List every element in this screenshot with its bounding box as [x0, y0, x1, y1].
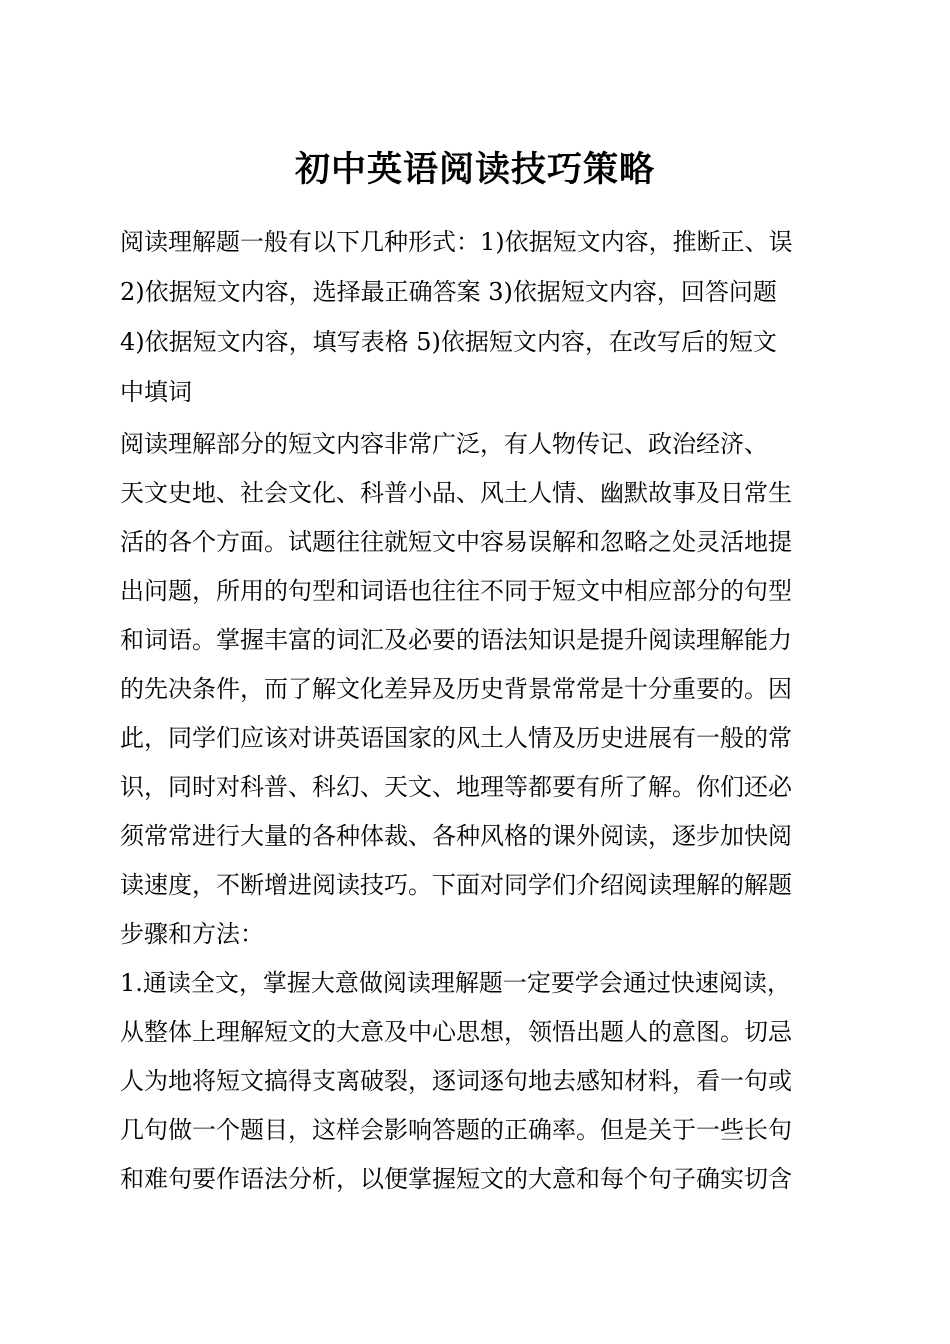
text-line: 此，同学们应该对讲英语国家的风土人情及历史进展有一般的常	[120, 724, 792, 752]
text-line: 人为地将短文搞得支离破裂，逐词逐句地去感知材料，看一句或	[120, 1067, 792, 1095]
text-line: 步骤和方法：	[120, 920, 264, 948]
text-line: 天文史地、社会文化、科普小品、风土人情、幽默故事及日常生	[120, 479, 792, 507]
text-line: 出问题，所用的句型和词语也往往不同于短文中相应部分的句型	[120, 577, 792, 605]
text-line: 和难句要作语法分析，以便掌握短文的大意和每个句子确实切含	[120, 1165, 792, 1193]
document-title: 初中英语阅读技巧策略	[294, 149, 655, 190]
text-line: 2)依据短文内容，选择最正确答案 3)依据短文内容，回答问题	[120, 278, 777, 306]
text-line: 中填词	[120, 378, 192, 406]
text-line: 识，同时对科普、科幻、天文、地理等都要有所了解。你们还必	[120, 773, 792, 801]
text-line: 和词语。掌握丰富的词汇及必要的语法知识是提升阅读理解能力	[120, 626, 792, 654]
text-line: 的先决条件，而了解文化差异及历史背景常常是十分重要的。因	[120, 675, 792, 703]
text-line: 阅读理解题一般有以下几种形式：1)依据短文内容，推断正、误	[120, 228, 793, 256]
text-line: 活的各个方面。试题往往就短文中容易误解和忽略之处灵活地提	[120, 528, 792, 556]
text-line: 阅读理解部分的短文内容非常广泛，有人物传记、政治经济、	[120, 430, 768, 458]
text-line: 须常常进行大量的各种体裁、各种风格的课外阅读，逐步加快阅	[120, 822, 792, 850]
text-line: 几句做一个题目，这样会影响答题的正确率。但是关于一些长句	[120, 1116, 792, 1144]
text-line: 4)依据短文内容，填写表格 5)依据短文内容，在改写后的短文	[120, 328, 777, 356]
text-line: 读速度，不断增进阅读技巧。下面对同学们介绍阅读理解的解题	[120, 871, 792, 899]
text-line: 从整体上理解短文的大意及中心思想，领悟出题人的意图。切忌	[120, 1018, 792, 1046]
text-line: 1.通读全文，掌握大意做阅读理解题一定要学会通过快速阅读，	[120, 969, 791, 997]
